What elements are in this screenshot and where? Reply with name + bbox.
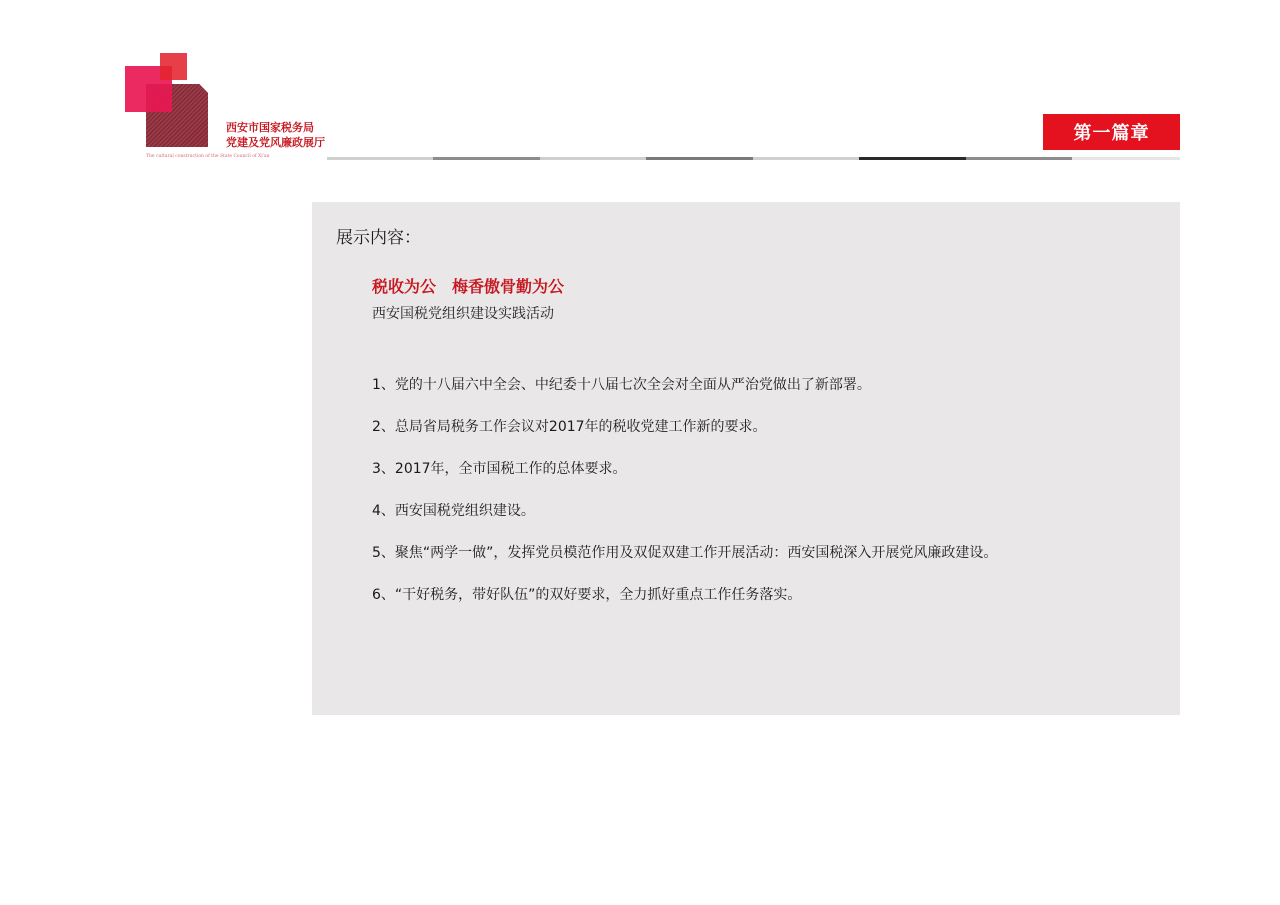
panel-label: 展示内容： [336, 228, 421, 248]
list-item: 5、聚焦“两学一做”，发挥党员模范作用及双促双建工作开展活动：西安国税深入开展党风廉政建设。 [372, 545, 998, 561]
content-panel [312, 202, 1180, 715]
headline: 税收为公 梅香傲骨勤为公 [372, 277, 565, 296]
list-item: 2、总局省局税务工作会议对2017年的税收党建工作新的要求。 [372, 419, 767, 435]
stripe-segment [966, 157, 1072, 160]
list-item: 1、党的十八届六中全会、中纪委十八届七次全会对全面从严治党做出了新部署。 [372, 377, 871, 393]
stripe-segment [540, 157, 646, 160]
list-item: 6、“干好税务，带好队伍”的双好要求，全力抓好重点工作任务落实。 [372, 587, 802, 603]
stripe-segment [753, 157, 859, 160]
logo-tagline: The cultural construction of the State Council of Xi'an [146, 154, 270, 159]
logo [118, 50, 358, 165]
stripe-segment [1072, 157, 1180, 160]
logo-red-square [160, 53, 187, 80]
logo-title-line-2: 党建及党风廉政展厅 [226, 136, 325, 149]
logo-title [226, 120, 325, 150]
list-item: 3、2017年，全市国税工作的总体要求。 [372, 461, 627, 477]
stripe-segment [646, 157, 753, 160]
list-item: 4、西安国税党组织建设。 [372, 503, 535, 519]
header-stripe [327, 157, 1180, 160]
stripe-segment [327, 157, 433, 160]
chapter-tab[interactable]: 第一篇章 [1043, 114, 1180, 150]
item-list [372, 375, 997, 627]
stripe-segment [433, 157, 540, 160]
subhead: 西安国税党组织建设实践活动 [372, 306, 554, 322]
logo-title-line-1: 西安市国家税务局 [226, 121, 314, 134]
stripe-segment [859, 157, 966, 160]
